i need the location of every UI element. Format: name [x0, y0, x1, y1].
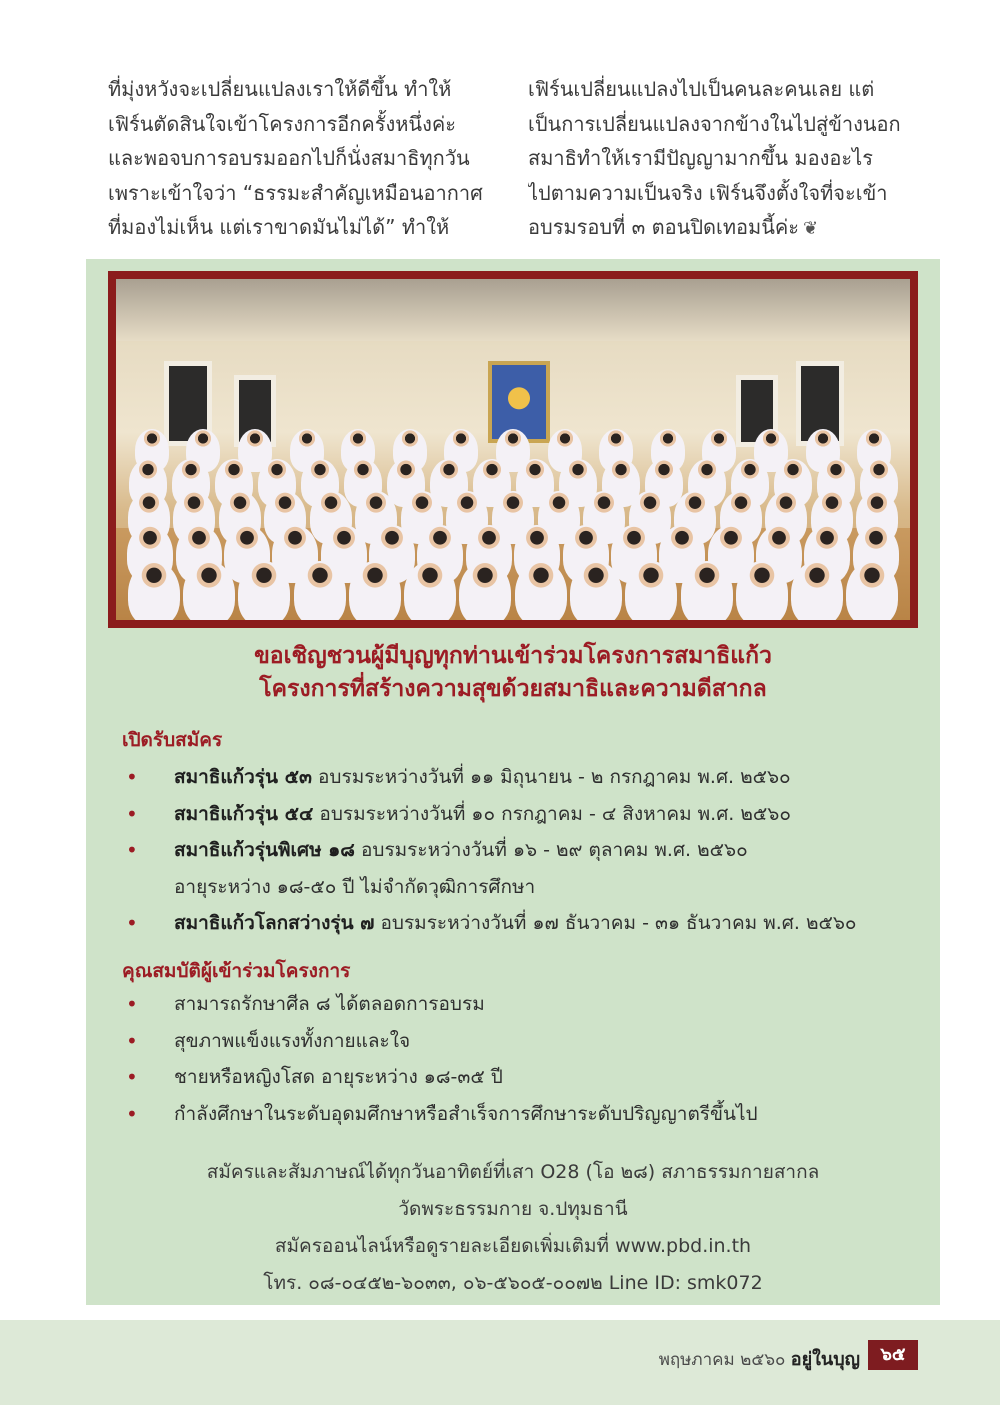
- qualification-text: สุขภาพแข็งแรงทั้งกายและใจ: [174, 1029, 411, 1052]
- registration-list: [122, 759, 922, 942]
- program-name: สมาธิแก้วรุ่น ๕๔: [174, 802, 314, 825]
- article-column-left: [108, 72, 500, 257]
- page-number: ๖๕: [868, 1340, 918, 1370]
- leaf-icon: ❦: [803, 218, 819, 239]
- photo-ceiling: [116, 279, 910, 341]
- contact-website[interactable]: สมัครออนไลน์หรือดูรายละเอียดเพิ่มเติมที่ www.pbd.in.th: [274, 1235, 752, 1257]
- article-column-right: [528, 72, 920, 257]
- photo-person: [846, 561, 898, 620]
- qualification-text: กำลังศึกษาในระดับอุดมศึกษาหรือสำเร็จการศึกษาระดับปริญญาตรีขึ้นไป: [174, 1102, 758, 1125]
- footer-month: พฤษภาคม ๒๕๖๐: [658, 1350, 786, 1370]
- contact-line: สมัครและสัมภาษณ์ได้ทุกวันอาทิตย์ที่เสา O28 (โอ ๒๘) สภาธรรมกายสากล: [206, 1161, 820, 1183]
- contact-info: [86, 1154, 940, 1302]
- qualification-text: ชายหรือหญิงโสด อายุระหว่าง ๑๘-๓๕ ปี: [174, 1066, 503, 1088]
- photo-person: [570, 561, 622, 620]
- headline-line-2: โครงการที่สร้างความสุขด้วยสมาธิและความดีสากล: [259, 676, 767, 702]
- list-item: [122, 1059, 922, 1096]
- contact-phone: โทร. ๐๘-๐๔๕๒-๖๐๓๓, ๐๖-๕๖๐๕-๐๐๗๒ Line ID: smk072: [263, 1272, 763, 1294]
- photo-crowd: [126, 429, 900, 602]
- photo-person: [404, 561, 456, 620]
- list-item: [122, 1096, 922, 1133]
- article-text: [108, 72, 920, 257]
- registration-heading: เปิดรับสมัคร: [122, 729, 223, 751]
- contact-line: วัดพระธรรมกาย จ.ปทุมธานี: [398, 1198, 628, 1220]
- photo-person: [294, 561, 346, 620]
- bullet-icon: •: [126, 911, 138, 935]
- bullet-icon: •: [126, 801, 138, 826]
- photo-person: [183, 561, 235, 620]
- article-line: เพราะเข้าใจว่า “ธรรมะสำคัญเหมือนอากาศ: [108, 180, 483, 205]
- article-line: ไปตามความเป็นจริง เฟิร์นจึงตั้งใจที่จะเข้า: [528, 180, 888, 205]
- list-item: [122, 1023, 922, 1060]
- photo-person: [736, 561, 788, 620]
- program-name: สมาธิแก้วรุ่น ๕๓: [174, 766, 312, 788]
- list-item: [122, 796, 922, 833]
- bullet-icon: •: [126, 838, 138, 862]
- article-line: ที่มุ่งหวังจะเปลี่ยนแปลงเราให้ดีขึ้น ทำให้: [108, 77, 452, 101]
- program-dates: อบรมระหว่างวันที่ ๑๑ มิถุนายน - ๒ กรกฎาคม พ.ศ. ๒๕๖๐: [311, 766, 791, 788]
- article-line: สมาธิทำให้เรามีปัญญามากขึ้น มองอะไร: [528, 146, 873, 170]
- program-name: สมาธิแก้วโลกสว่างรุ่น ๗: [174, 912, 375, 934]
- photo-person: [681, 561, 733, 620]
- group-photo: [116, 279, 910, 620]
- list-item: [122, 759, 922, 796]
- qualifications-list: [122, 986, 922, 1132]
- qualification-text: สามารถรักษาศีล ๘ ได้ตลอดการอบรม: [174, 993, 485, 1015]
- photo-person: [791, 561, 843, 620]
- announcement-panel: [86, 259, 940, 1305]
- program-requirement: อายุระหว่าง ๑๘-๕๐ ปี ไม่จำกัดวุฒิการศึกษา: [174, 875, 536, 898]
- bullet-icon: •: [126, 1101, 138, 1126]
- program-name: สมาธิแก้วรุ่นพิเศษ ๑๘: [174, 839, 355, 861]
- article-line: [528, 210, 920, 245]
- footer-magazine: อยู่ในบุญ: [790, 1349, 860, 1370]
- invitation-headline: [86, 640, 940, 706]
- photo-person: [625, 561, 677, 620]
- program-dates: อบรมระหว่างวันที่ ๑๗ ธันวาคม - ๓๑ ธันวาคม พ.ศ. ๒๕๖๐: [374, 912, 857, 934]
- bullet-icon: •: [126, 1065, 138, 1089]
- qualifications-heading: คุณสมบัติผู้เข้าร่วมโครงการ: [122, 960, 351, 982]
- article-line: เฟิร์นเปลี่ยนแปลงไปเป็นคนละคนเลย แต่: [528, 77, 875, 101]
- page-footer: [0, 1320, 1000, 1405]
- bullet-icon: •: [126, 1028, 138, 1053]
- article-line: เฟิร์นตัดสินใจเข้าโครงการอีกครั้งหนึ่งค่ะ: [108, 111, 456, 136]
- article-last-line: อบรมรอบที่ ๓ ตอนปิดเทอมนี้ค่ะ: [528, 215, 800, 239]
- photo-person: [459, 561, 511, 620]
- photo-person: [128, 561, 180, 620]
- program-dates: อบรมระหว่างวันที่ ๑๖ - ๒๙ ตุลาคม พ.ศ. ๒๕๖๐: [354, 839, 748, 861]
- photo-person: [349, 561, 401, 620]
- bullet-icon: •: [126, 992, 138, 1016]
- list-item: [122, 986, 922, 1023]
- photo-person: [238, 561, 290, 620]
- article-line: เป็นการเปลี่ยนแปลงจากข้างในไปสู่ข้างนอก: [528, 111, 901, 136]
- photo-person: [515, 561, 567, 620]
- footer-issue: [659, 1344, 860, 1373]
- group-photo-frame: [108, 271, 918, 628]
- headline-line-1: ขอเชิญชวนผู้มีบุญทุกท่านเข้าร่วมโครงการสมาธิแก้ว: [254, 643, 772, 669]
- article-line: ที่มองไม่เห็น แต่เราขาดมันไม่ได้” ทำให้: [108, 215, 450, 239]
- program-dates: อบรมระหว่างวันที่ ๑๐ กรกฎาคม - ๔ สิงหาคม พ.ศ. ๒๕๖๐: [313, 802, 791, 825]
- list-item: [122, 832, 922, 905]
- list-item: [122, 905, 922, 942]
- article-line: และพอจบการอบรมออกไปก็นั่งสมาธิทุกวัน: [108, 146, 470, 170]
- bullet-icon: •: [126, 765, 138, 789]
